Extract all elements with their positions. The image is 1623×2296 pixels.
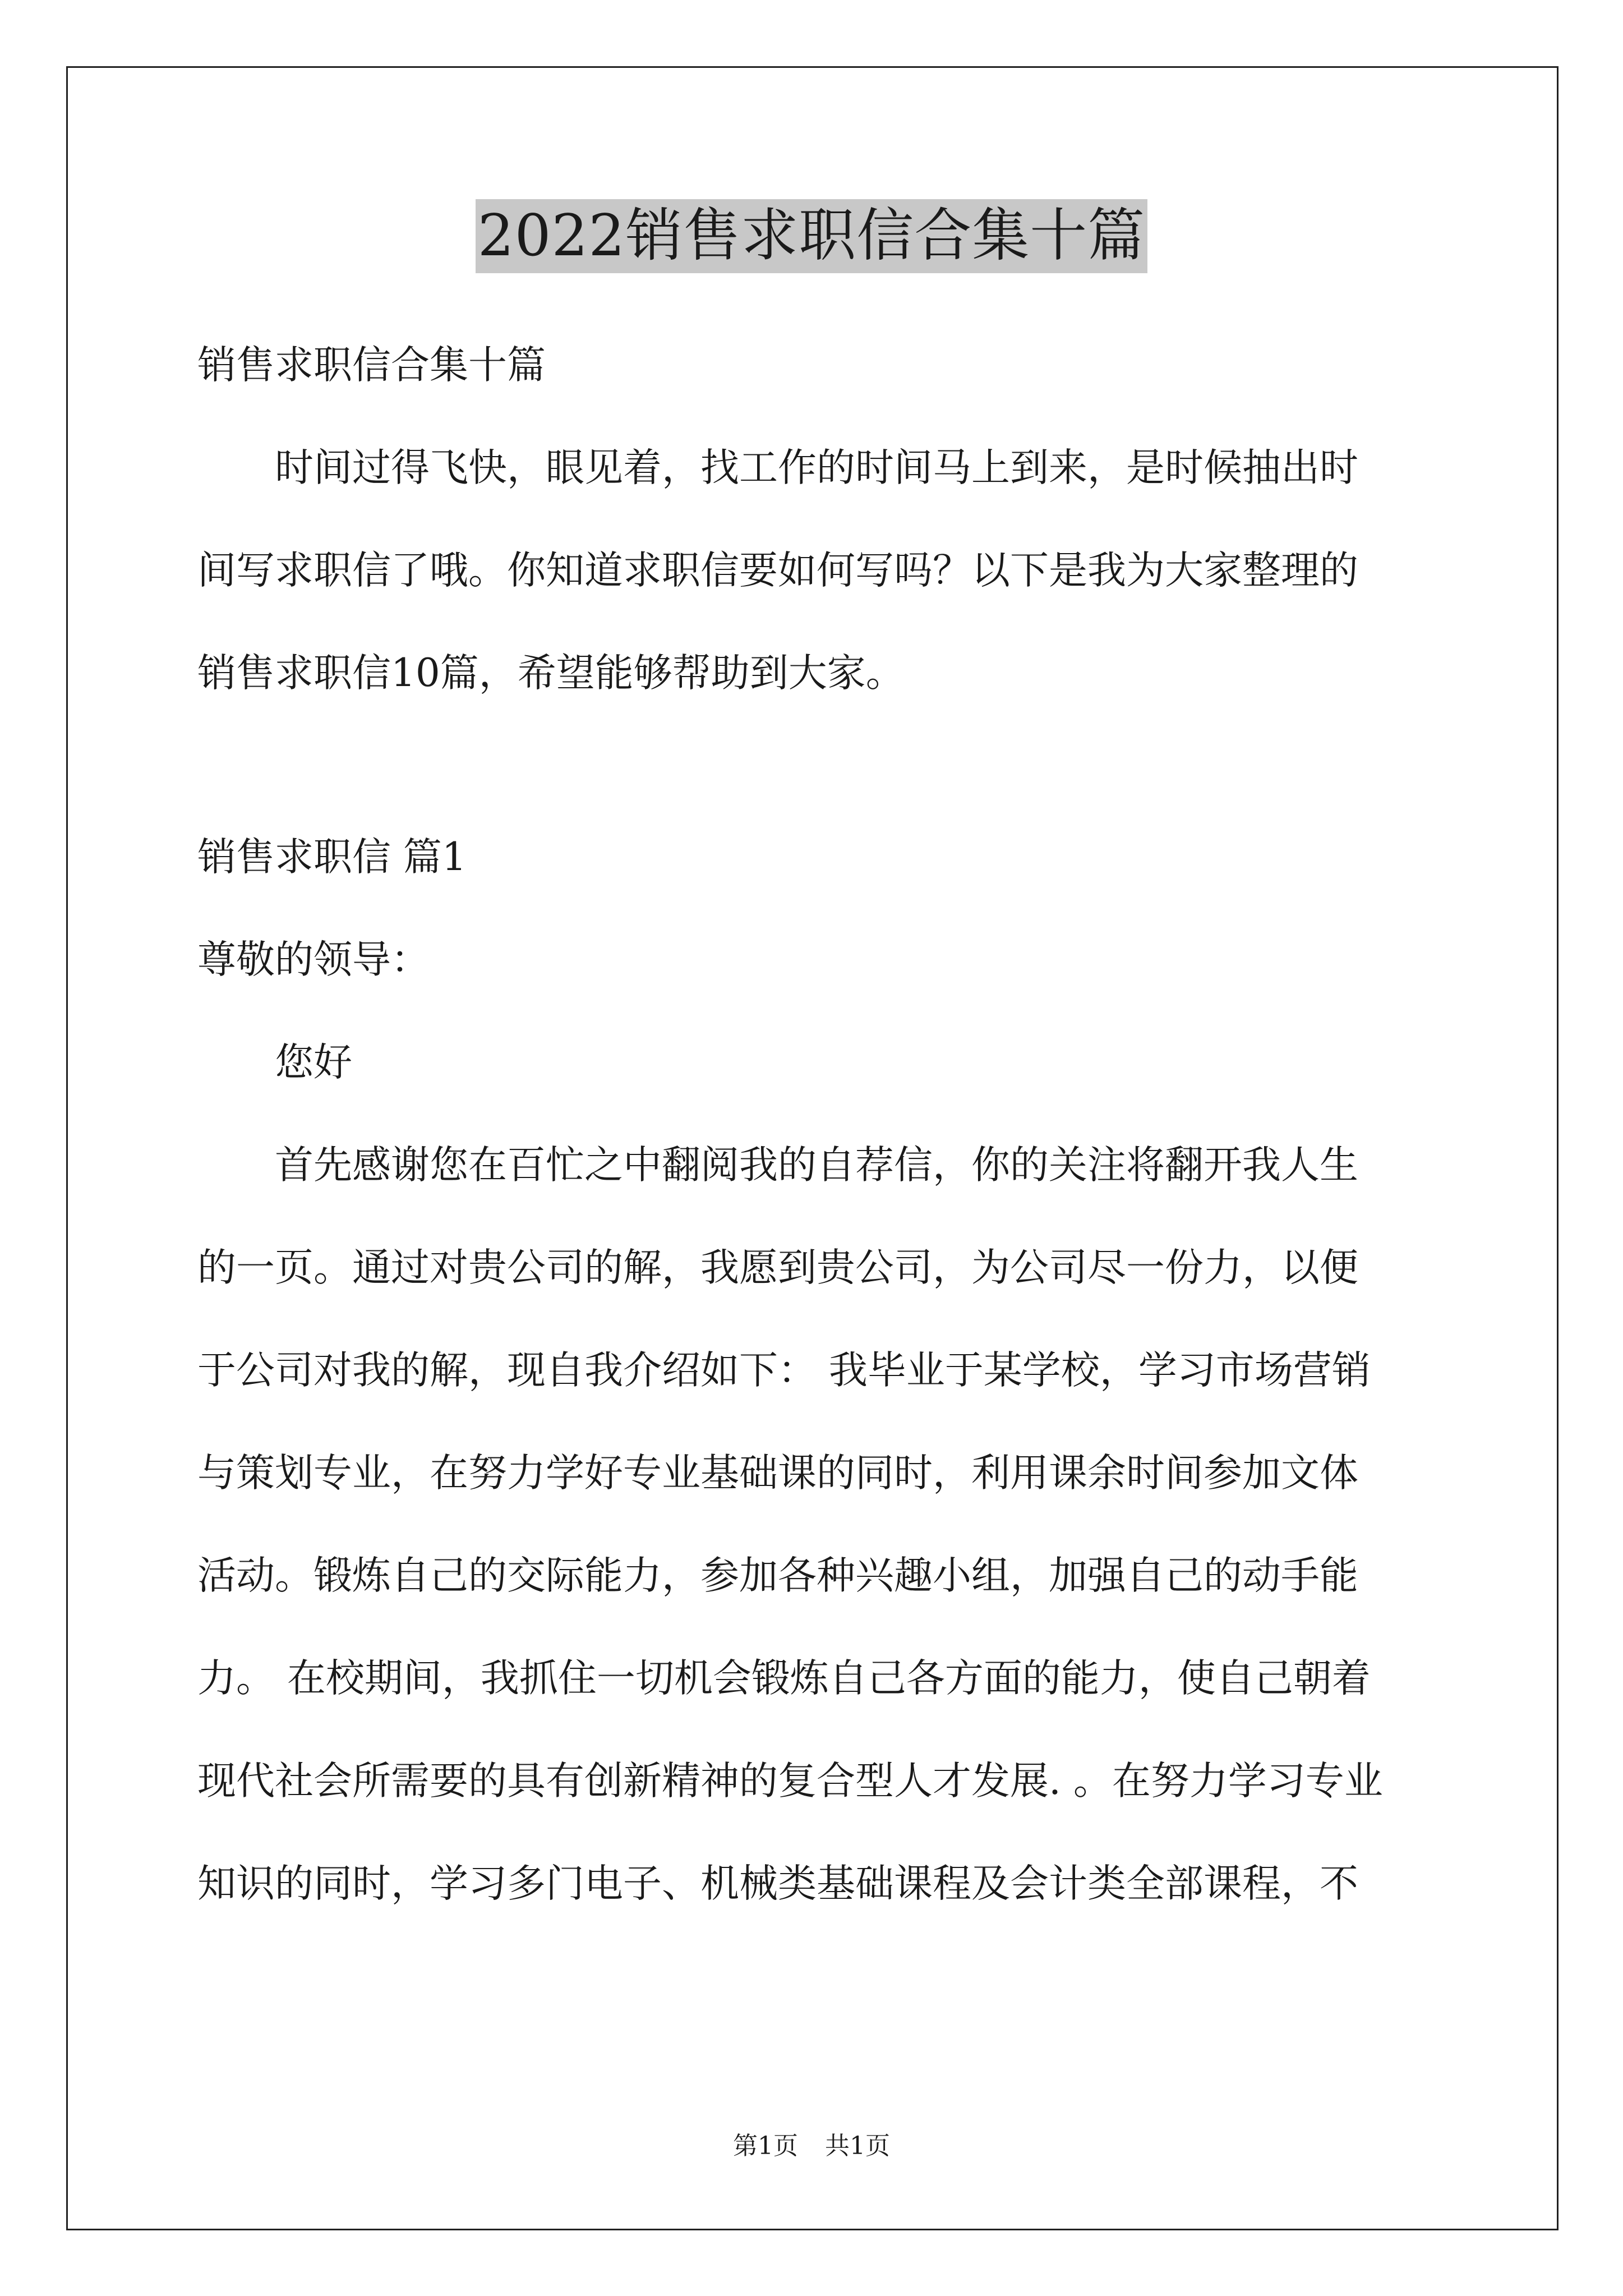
subtitle: 销售求职信合集十篇 [197,343,546,388]
greeting: 您好 [275,1040,352,1085]
title-wrap [0,199,1623,273]
page-number-total: 共1页 [825,2132,890,2160]
body-line-8: 知识的同时，学习多门电子、机械类基础课程及会计类全部课程，不 [197,1861,1358,1906]
body-line-6: 力。 在校期间，我抓住一切机会锻炼自己各方面的能力，使自己朝着 [197,1656,1371,1701]
page-footer [0,2131,1623,2162]
page-number-current: 第1页 [733,2132,798,2160]
document-title: 2022销售求职信合集十篇 [476,199,1148,273]
body-line-5: 活动。锻炼自己的交际能力，参加各种兴趣小组，加强自己的动手能 [197,1553,1358,1598]
body-line-2: 的一页。通过对贵公司的解，我愿到贵公司，为公司尽一份力，以便 [197,1245,1358,1290]
body-line-4: 与策划专业，在努力学好专业基础课的同时，利用课余时间参加文体 [197,1451,1358,1496]
document-body [197,314,1431,1935]
body-line-1: 首先感谢您在百忙之中翻阅我的自荐信，你的关注将翻开我人生 [275,1143,1358,1188]
salutation: 尊敬的领导： [197,937,430,982]
intro-line-3: 销售求职信10篇，希望能够帮助到大家。 [197,651,905,696]
body-line-3: 于公司对我的解，现自我介绍如下： 我毕业于某学校，学习市场营销 [197,1348,1371,1393]
intro-line-1: 时间过得飞快，眼见着，找工作的时间马上到来，是时候抽出时 [275,445,1358,490]
body-line-7: 现代社会所需要的具有创新精神的复合型人才发展. 。在努力学习专业 [197,1759,1383,1803]
intro-line-2: 间写求职信了哦。你知道求职信要如何写吗？以下是我为大家整理的 [197,548,1358,593]
section-heading: 销售求职信 篇1 [197,835,467,880]
